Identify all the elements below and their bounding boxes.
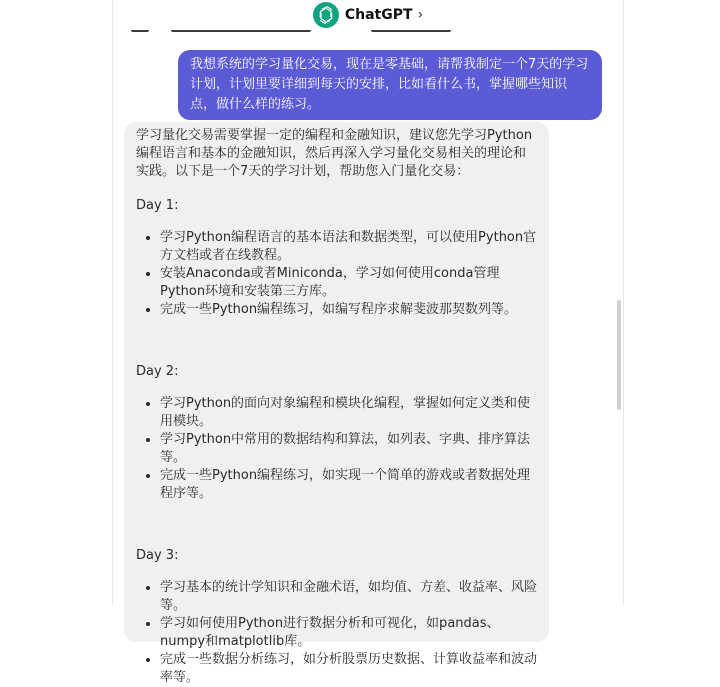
left-margin (0, 0, 113, 605)
user-message (178, 50, 602, 120)
day-list (136, 395, 537, 503)
assistant-intro: 学习量化交易需要掌握一定的编程和金融知识，建议您先学习Python编程语言和基本的金融知识，然后再深入学习量化交易相关的理论和实践。以下是一个7天的学习计划，帮助您入门量化交易： (136, 128, 533, 179)
chat-header (113, 0, 623, 30)
day-title: Day 1: (136, 198, 179, 213)
openai-logo-icon (313, 2, 339, 28)
day-list (136, 579, 537, 687)
openai-knot-icon (317, 6, 335, 24)
day-title: Day 3: (136, 548, 179, 563)
day-title: Day 2: (136, 364, 179, 379)
list-item: • 学习Python中常用的数据结构和算法，如列表、字典、排序算法等。 (160, 431, 537, 467)
app-title: ChatGPT (344, 7, 413, 23)
list-item: • 安装Anaconda或者Miniconda，学习如何使用conda管理Python环境和安装第三方库。 (160, 265, 537, 301)
list-item: • 学习基本的统计学知识和金融术语，如均值、方差、收益率、风险等。 (160, 579, 537, 615)
day-list (136, 229, 537, 319)
scrollbar-thumb[interactable] (617, 300, 621, 410)
list-item: • 完成一些Python编程练习，如编写程序求解斐波那契数列等。 (160, 301, 537, 319)
list-item: • 完成一些Python编程练习，如实现一个简单的游戏或者数据处理程序等。 (160, 467, 537, 503)
chat-pane[interactable] (113, 0, 623, 685)
model-selector[interactable] (313, 2, 423, 28)
list-item: • 学习Python编程语言的基本语法和数据类型，可以使用Python官方文档或者在线教程。 (160, 229, 537, 265)
list-item: • 学习如何使用Python进行数据分析和可视化，如pandas、numpy和matplotlib库。 (160, 615, 537, 651)
list-item: • 学习Python的面向对象编程和模块化编程，掌握如何定义类和使用模块。 (160, 395, 537, 431)
list-item: • 完成一些数据分析练习，如分析股票历史数据、计算收益率和波动率等。 (160, 651, 537, 687)
assistant-message (124, 122, 549, 685)
user-message-text: 我想系统的学习量化交易，现在是零基础，请帮我制定一个7天的学习计划，计划里要详细到每天的安排，比如看什么书，掌握哪些知识点，做什么样的练习。 (190, 57, 589, 112)
right-margin (623, 0, 720, 605)
chevron-right-icon: › (417, 7, 424, 23)
